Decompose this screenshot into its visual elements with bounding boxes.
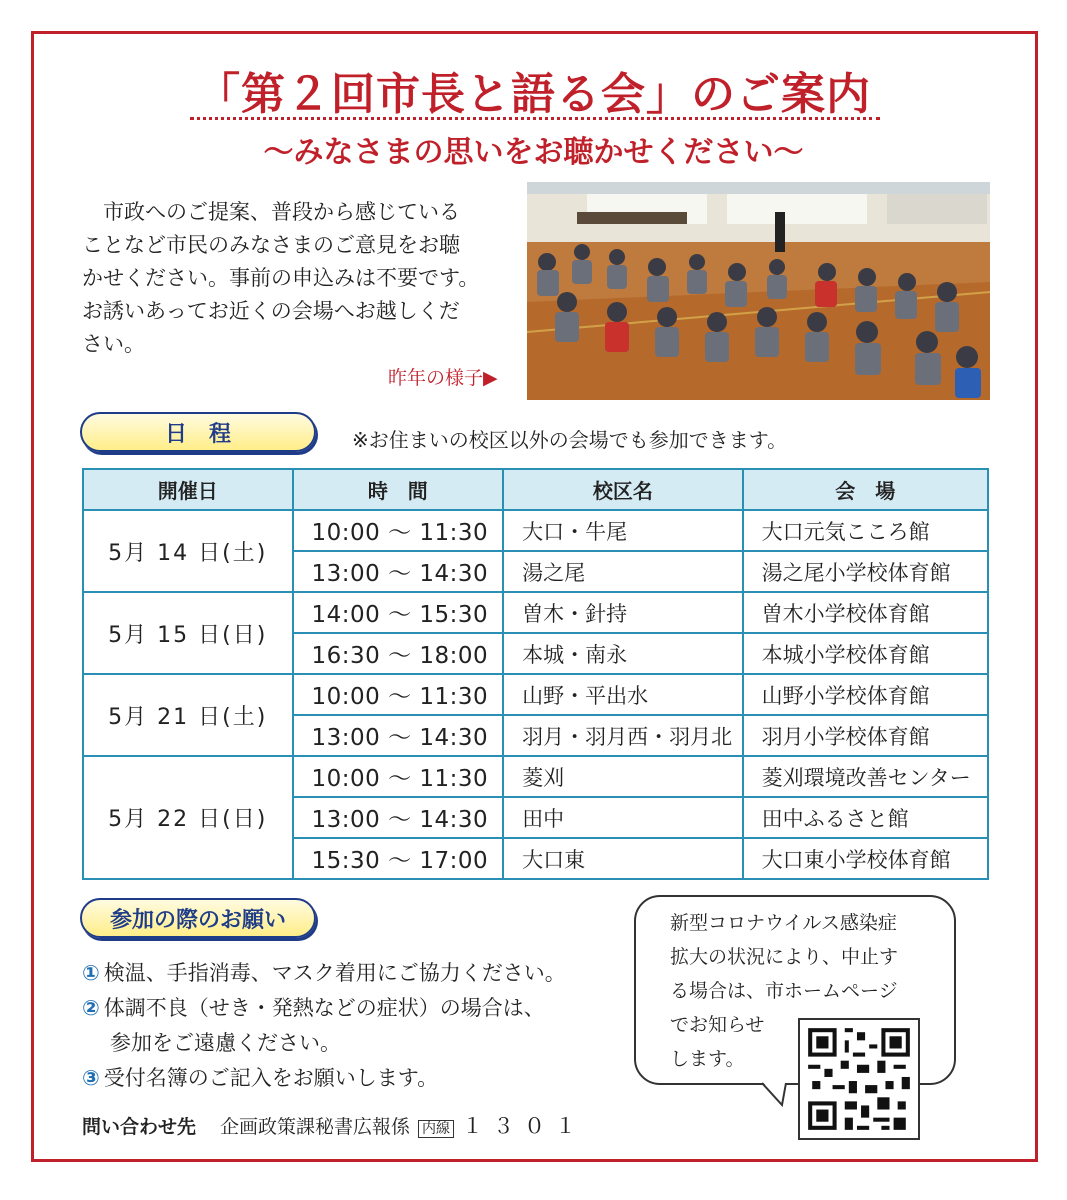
table-row <box>83 510 988 551</box>
intro-line: さい。 <box>82 332 145 356</box>
notice-line: でお知らせ <box>670 1014 765 1036</box>
item-text: 検温、手指消毒、マスク着用にご協力ください。 <box>103 961 566 985</box>
time-cell: 10:00 〜 11:30 <box>293 756 504 797</box>
date-cell: 5月 15 日(日) <box>83 592 293 674</box>
venue-cell: 羽月小学校体育館 <box>743 715 988 756</box>
date-cell: 5月 21 日(土) <box>83 674 293 756</box>
title-divider <box>190 117 880 120</box>
qr-code[interactable] <box>798 1018 920 1140</box>
venue-cell: 本城小学校体育館 <box>743 633 988 674</box>
venue-cell: 湯之尾小学校体育館 <box>743 551 988 592</box>
intro-line: 市政へのご提案、普段から感じている <box>82 200 460 224</box>
extension-label: 内線 <box>418 1120 454 1138</box>
venue-cell: 田中ふるさと館 <box>743 797 988 838</box>
schedule-note: ※お住まいの校区以外の会場でも参加できます。 <box>352 428 788 452</box>
table-row <box>83 674 988 715</box>
qr-code-icon <box>800 1020 918 1138</box>
district-cell: 田中 <box>503 797 742 838</box>
schedule-table <box>82 468 989 880</box>
contact-info <box>82 1110 586 1140</box>
intro-line: かせください。事前の申込みは不要です。 <box>82 266 480 290</box>
time-cell: 13:00 〜 14:30 <box>293 797 504 838</box>
venue-cell: 大口東小学校体育館 <box>743 838 988 879</box>
notice-line: 拡大の状況により、中止す <box>670 946 899 968</box>
venue-cell: 菱刈環境改善センター <box>743 756 988 797</box>
table-row <box>83 592 988 633</box>
district-cell: 菱刈 <box>503 756 742 797</box>
photo-caption: 昨年の様子▶ <box>388 367 498 389</box>
list-item <box>82 991 566 1026</box>
district-cell: 曽木・針持 <box>503 592 742 633</box>
venue-cell: 山野小学校体育館 <box>743 674 988 715</box>
notice-line: 新型コロナウイルス感染症 <box>670 912 897 934</box>
intro-line: お誘いあってお近くの会場へお越しくだ <box>82 299 460 323</box>
date-cell: 5月 14 日(土) <box>83 510 293 592</box>
district-cell: 大口東 <box>503 838 742 879</box>
item-text: 受付名簿のご記入をお願いします。 <box>103 1066 439 1090</box>
intro-text <box>82 196 482 361</box>
district-cell: 山野・平出水 <box>503 674 742 715</box>
notice-line: します。 <box>670 1048 745 1070</box>
list-item <box>82 956 566 991</box>
column-header: 校区名 <box>503 469 742 510</box>
district-cell: 湯之尾 <box>503 551 742 592</box>
venue-cell: 大口元気こころ館 <box>743 510 988 551</box>
contact-label: 問い合わせ先 <box>82 1116 197 1138</box>
bubble-tail <box>756 1081 796 1111</box>
column-header: 会 場 <box>743 469 988 510</box>
notice-line: る場合は、市ホームページ <box>670 980 898 1002</box>
requests-heading: 参加の際のお願い <box>80 898 316 938</box>
intro-line: ことなど市民のみなさまのご意見をお聴 <box>82 233 460 257</box>
page-subtitle: 〜みなさまの思いをお聴かせください〜 <box>263 135 804 170</box>
schedule-heading: 日 程 <box>80 412 316 452</box>
column-header: 開催日 <box>83 469 293 510</box>
item-text: 体調不良（せき・発熱などの症状）の場合は、 <box>103 996 545 1020</box>
item-number: ③ <box>82 1066 100 1090</box>
time-cell: 13:00 〜 14:30 <box>293 551 504 592</box>
contact-department: 企画政策課秘書広報係 <box>220 1116 411 1138</box>
list-item <box>82 1061 566 1096</box>
requests-list <box>82 956 566 1096</box>
item-text: 参加をご遠慮ください。 <box>110 1031 341 1055</box>
extension-number: １３０１ <box>462 1114 587 1138</box>
table-header-row <box>83 469 988 510</box>
district-cell: 大口・牛尾 <box>503 510 742 551</box>
district-cell: 羽月・羽月西・羽月北 <box>503 715 742 756</box>
time-cell: 14:00 〜 15:30 <box>293 592 504 633</box>
item-number: ② <box>82 996 100 1020</box>
time-cell: 15:30 〜 17:00 <box>293 838 504 879</box>
event-photo <box>527 182 990 400</box>
meeting-photo-illustration <box>527 182 990 400</box>
district-cell: 本城・南永 <box>503 633 742 674</box>
time-cell: 10:00 〜 11:30 <box>293 674 504 715</box>
date-cell: 5月 22 日(日) <box>83 756 293 879</box>
page-title: 「第２回市長と語る会」のご案内 <box>196 69 871 120</box>
table-row <box>83 756 988 797</box>
column-header: 時 間 <box>293 469 504 510</box>
time-cell: 16:30 〜 18:00 <box>293 633 504 674</box>
item-number: ① <box>82 961 100 985</box>
venue-cell: 曽木小学校体育館 <box>743 592 988 633</box>
time-cell: 10:00 〜 11:30 <box>293 510 504 551</box>
list-item-continuation <box>82 1026 566 1061</box>
time-cell: 13:00 〜 14:30 <box>293 715 504 756</box>
